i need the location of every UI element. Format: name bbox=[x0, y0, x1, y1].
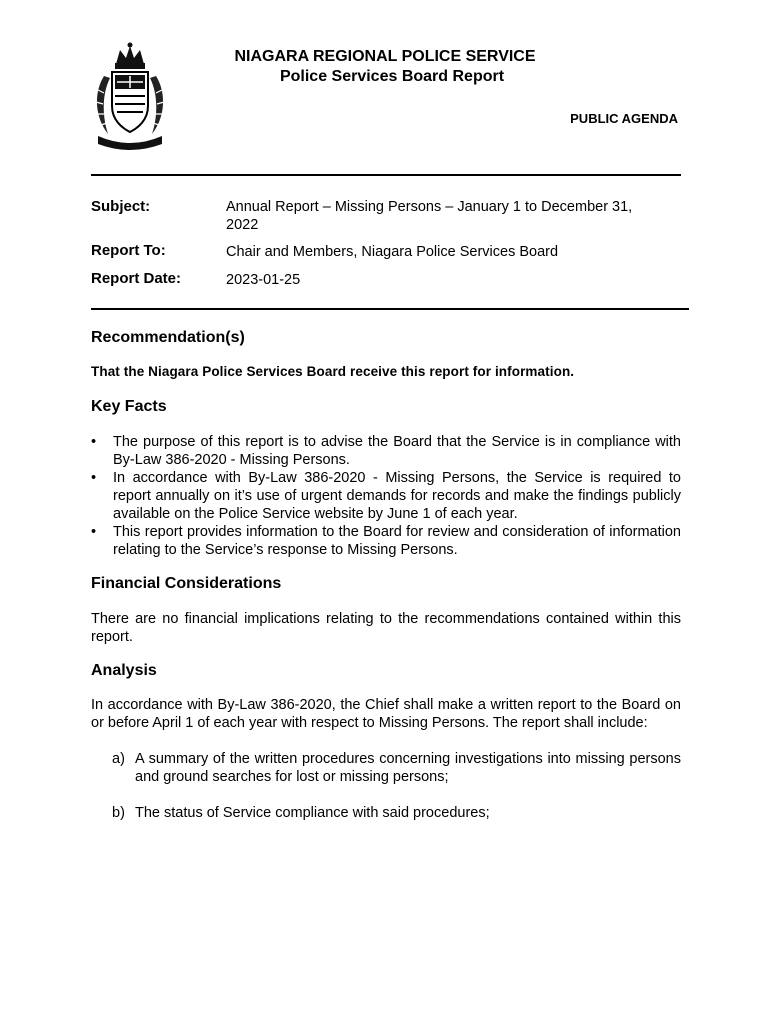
report-type-title: Police Services Board Report bbox=[279, 68, 505, 85]
subject-value: Annual Report – Missing Persons – January 1 to December 31, 2022 bbox=[226, 199, 633, 233]
analysis-item-text: The status of Service compliance with said procedures; bbox=[135, 805, 490, 821]
key-fact-item bbox=[91, 469, 681, 523]
meta-divider bbox=[91, 308, 689, 310]
organization-title: NIAGARA REGIONAL POLICE SERVICE bbox=[234, 48, 536, 65]
recommendations-heading: Recommendation(s) bbox=[91, 329, 245, 346]
analysis-intro: In accordance with By-Law 386-2020, the Chief shall make a written report to the Board on or before April 1 of each year with respect to Missing Persons. The report shall include: bbox=[91, 697, 681, 731]
analysis-item-text: A summary of the written procedures concerning investigations into missing persons and ground searches for lost or missing persons; bbox=[135, 751, 681, 785]
report-date-label: Report Date: bbox=[91, 270, 182, 287]
financial-text: There are no financial implications relating to the recommendations contained within this report. bbox=[91, 611, 681, 645]
report-date-value: 2023-01-25 bbox=[226, 272, 301, 288]
bullet-symbol: • bbox=[91, 470, 97, 486]
key-facts-heading: Key Facts bbox=[91, 398, 167, 415]
subject-label: Subject: bbox=[91, 198, 151, 215]
agenda-type: PUBLIC AGENDA bbox=[570, 111, 678, 126]
bullet-symbol: • bbox=[91, 434, 97, 450]
report-to-label: Report To: bbox=[91, 242, 166, 259]
report-to-value: Chair and Members, Niagara Police Services Board bbox=[226, 244, 559, 260]
analysis-heading: Analysis bbox=[91, 662, 157, 679]
key-fact-text: The purpose of this report is to advise the Board that the Service is in compliance with By-Law 386-2020 - Missing Persons. bbox=[113, 434, 681, 468]
analysis-item-marker: b) bbox=[112, 805, 125, 821]
key-fact-item bbox=[91, 523, 681, 559]
recommendation-text: That the Niagara Police Services Board receive this report for information. bbox=[91, 364, 575, 379]
analysis-item-marker: a) bbox=[112, 751, 125, 767]
analysis-item bbox=[112, 750, 681, 786]
key-fact-text: In accordance with By-Law 386-2020 - Missing Persons, the Service is required to report annually on it’s use of urgent demands for records and make the findings publicly available on the Police Service website by June 1 of each year. bbox=[113, 470, 681, 522]
key-fact-item bbox=[91, 433, 681, 469]
financial-heading: Financial Considerations bbox=[91, 575, 282, 592]
header-divider bbox=[91, 174, 681, 176]
analysis-item bbox=[112, 804, 681, 822]
key-fact-text: This report provides information to the Board for review and consideration of information relating to the Service’s response to Missing Persons. bbox=[113, 524, 681, 558]
key-facts-list bbox=[91, 433, 681, 559]
bullet-symbol: • bbox=[91, 524, 97, 540]
